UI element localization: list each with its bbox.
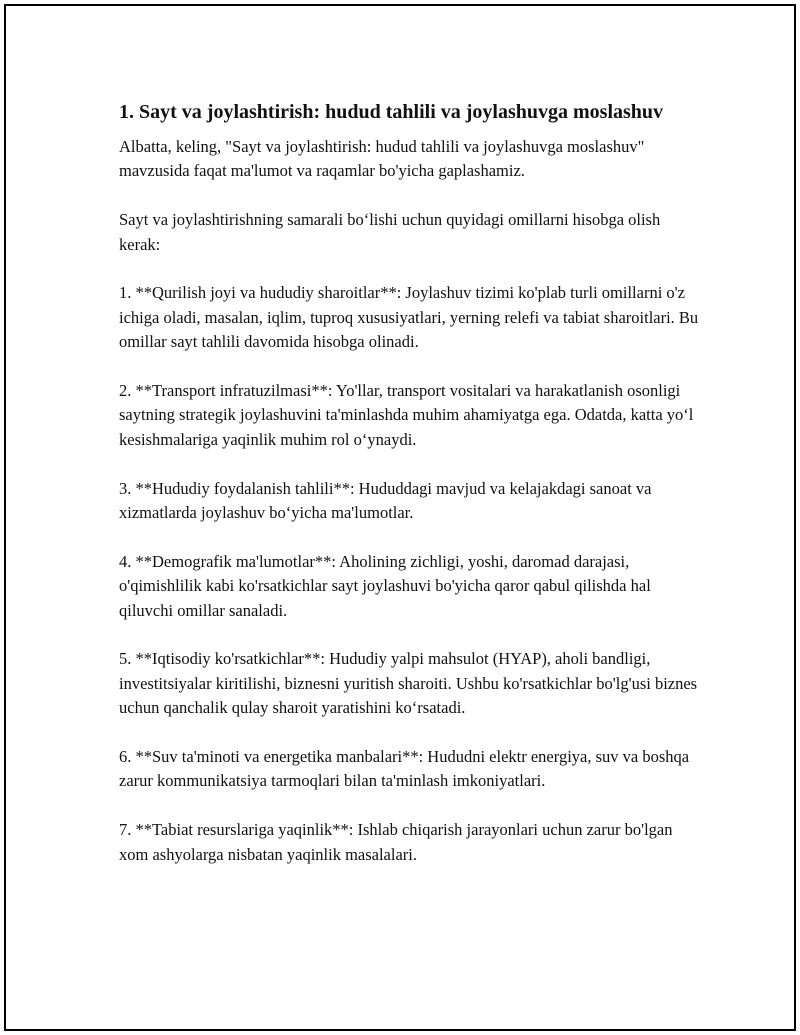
list-item: 7. **Tabiat resurslariga yaqinlik**: Ishlab chiqarish jarayonlari uchun zarur bo'lgan xom ashyolarga nisbatan yaqinlik masalalari. [119,820,673,864]
document-title: 1. Sayt va joylashtirish: hudud tahlili va joylashuvga moslashuv [119,101,664,123]
list-item: 3. **Hududiy foydalanish tahlili**: Hududdagi mavjud va kelajakdagi sanoat va xizmatlarda joylashuv bo‘yicha ma'lumotlar. [119,478,652,523]
lead-paragraph: Sayt va joylashtirishning samarali bo‘lishi uchun quyidagi omillarni hisobga olish kerak: [119,210,661,254]
page-frame [4,4,796,1031]
list-item: 1. **Qurilish joyi va hududiy sharoitlar**: Joylashuv tizimi ko'plab turli omillarni o'z ichiga oladi, masalan, iqlim, tuproq xususiyatlari, yerning relefi va tabiat sharoitlari. Bu omillar sayt tahlili davomida hisobga olinadi. [119,283,699,352]
document-body [119,98,699,891]
list-item: 2. **Transport infratuzilmasi**: Yo'llar, transport vositalari va harakatlanish osonligi saytning strategik joylashuvini ta'minlashda muhim ahamiyatga ega. Odatda, katta yo‘l kesishmalariga yaqinlik muhim rol o‘ynaydi. [119,381,694,449]
list-item: 5. **Iqtisodiy ko'rsatkichlar**: Hududiy yalpi mahsulot (HYAP), aholi bandligi, investitsiyalar kiritilishi, biznesni yuritish sharoiti. Ushbu ko'rsatkichlar bo'lg'usi biznes uchun qanchalik qulay sharoit yaratishini ko‘rsatadi. [119,649,698,718]
intro-paragraph: Albatta, keling, "Sayt va joylashtirish: hudud tahlili va joylashuvga moslashuv" mavzusida faqat ma'lumot va raqamlar bo'yicha gaplashamiz. [119,137,645,181]
list-item: 4. **Demografik ma'lumotlar**: Aholining zichligi, yoshi, daromad darajasi, o'qimishlilik kabi ko'rsatkichlar sayt joylashuvi bo'yicha qaror qabul qilishda hal qiluvchi omillar sanaladi. [119,551,651,620]
list-item: 6. **Suv ta'minoti va energetika manbalari**: Hududni elektr energiya, suv va boshqa zarur kommunikatsiya tarmoqlari bilan ta'minlash imkoniyatlari. [119,747,690,791]
